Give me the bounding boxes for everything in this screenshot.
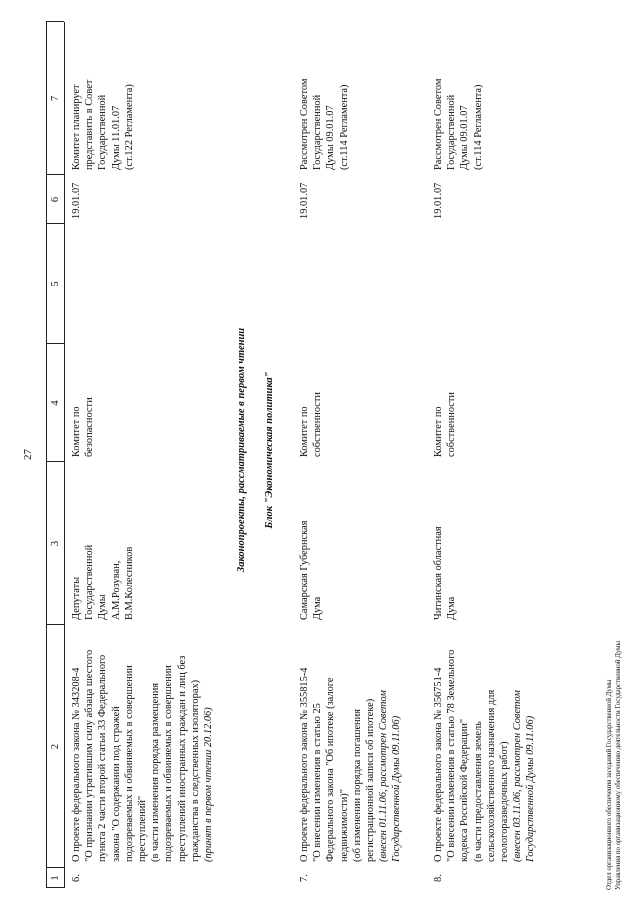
bill-line: недвижимости)" — [338, 789, 350, 862]
bill-description — [70, 650, 215, 862]
committee-line: собственности — [312, 392, 324, 457]
bill-line: О проекте федерального закона № 343208-4 — [71, 667, 82, 862]
bill-line: регистрационной записи об ипотеке) — [365, 698, 377, 862]
bill-line: (в части предоставления земель — [472, 721, 484, 862]
note-line: (ст.114 Регламента) — [338, 84, 350, 170]
bill-status-line: (внесен 03.11.06, рассмотрен Советом — [512, 690, 524, 862]
committee-line: Комитет по — [433, 406, 444, 457]
author-line: Думы — [97, 594, 109, 620]
bill-author — [70, 545, 136, 620]
note-line: Думы 09.01.07 — [459, 105, 471, 170]
bill-line: кодекса Российской Федерации" — [459, 718, 471, 862]
bill-line: пункта 2 части второй статьи 33 Федерального — [97, 654, 109, 862]
author-line: Читинская областная — [433, 526, 444, 620]
author-line: А.М.Розуван, — [110, 560, 122, 620]
bill-status-line: (внесен 01.11.06, рассмотрен Советом — [378, 690, 390, 862]
bill-description — [298, 668, 404, 862]
note-line: Рассмотрен Советом — [299, 78, 310, 170]
bill-author — [298, 521, 324, 620]
bill-line: О проекте федерального закона № 356751-4 — [433, 667, 444, 862]
bill-line: "О признании утратившим силу абзаца шестого — [84, 649, 96, 862]
bill-line: преступлений иностранных граждан и лиц без — [176, 655, 188, 862]
row-number: 8. — [433, 874, 444, 882]
consideration-date: 19.01.07 — [71, 182, 82, 219]
committee-line: Комитет по — [71, 406, 82, 457]
committee-line: собственности — [446, 392, 458, 457]
bill-status-line: Государственной Думы 09.11.06) — [391, 715, 403, 862]
header-bottom-border — [64, 22, 65, 888]
author-line: Дума — [446, 596, 458, 620]
row-note — [70, 80, 136, 170]
row-note — [298, 79, 351, 170]
bill-line: подозреваемых и обвиняемых в совершении — [163, 665, 175, 862]
bill-author — [432, 526, 458, 620]
bill-description — [432, 650, 538, 862]
bill-line: сельскохозяйственного назначения для — [485, 689, 497, 862]
bill-line: преступлений" — [137, 795, 149, 862]
bill-status-line: Государственной Думы 09.11.06) — [525, 715, 537, 862]
note-line: Государственной — [312, 94, 324, 170]
col-header-5: 5 — [50, 281, 61, 287]
responsible-committee — [432, 392, 458, 457]
note-line: Комитет планирует — [71, 84, 82, 170]
author-line: В.М.Колесников — [123, 546, 135, 620]
bill-status-line: (принят в первом чтении 20.12.06) — [203, 707, 215, 862]
footer-line: Отдел организационного обеспечения заседаний Государственной Думы — [606, 679, 613, 890]
bill-line: гражданства в следственных изоляторах) — [189, 679, 201, 862]
col-header-6: 6 — [50, 196, 61, 203]
consideration-date: 19.01.07 — [299, 182, 310, 219]
bill-line: подозреваемых и обвиняемых в совершении — [123, 665, 135, 862]
note-line: Государственной — [446, 94, 458, 170]
committee-line: Комитет по — [299, 406, 310, 457]
col-header-7: 7 — [50, 95, 61, 102]
page-number: 27 — [22, 449, 34, 460]
col-header-4: 4 — [50, 400, 61, 406]
note-line: (ст.122 Регламента) — [123, 84, 135, 170]
bill-line: геологоразведочных работ) — [499, 741, 511, 862]
bill-line: "О внесении изменения в статью 78 Земельного — [446, 649, 458, 862]
author-line: Депутаты — [71, 576, 82, 620]
responsible-committee — [70, 397, 96, 457]
col-header-2: 2 — [50, 743, 61, 750]
row-note — [432, 79, 485, 170]
consideration-date: 19.01.07 — [433, 182, 444, 219]
note-line: Рассмотрен Советом — [433, 78, 444, 170]
committee-line: безопасности — [84, 397, 96, 457]
note-line: (ст.114 Регламента) — [472, 84, 484, 170]
author-line: Дума — [312, 596, 324, 620]
note-line: Думы 09.01.07 — [325, 105, 337, 170]
col-header-1: 1 — [50, 875, 61, 881]
bill-line: (об изменении порядка погашения — [351, 709, 363, 862]
row-number: 6. — [71, 874, 82, 882]
note-line: представить в Совет — [84, 79, 96, 170]
bill-line: закона "О содержании под стражей — [110, 706, 122, 862]
row-number: 7. — [299, 874, 310, 882]
block-title: Блок "Экономическая политика" — [264, 371, 275, 529]
col-header-3: 3 — [50, 540, 61, 547]
bill-line: Федерального закона "Об ипотеке (залоге — [325, 677, 337, 862]
author-line: Государственной — [84, 544, 96, 620]
section-title: Законопроекты, рассматриваемые в первом чтении — [236, 327, 247, 573]
bill-line: О проекте федерального закона № 355815-4 — [299, 667, 310, 862]
note-line: Думы 11.01.07 — [110, 105, 122, 170]
responsible-committee — [298, 392, 324, 457]
author-line: Самарская Губернская — [299, 520, 310, 620]
bill-line: (в части изменения порядка размещения — [150, 682, 162, 862]
bill-line: "О внесении изменения в статью 25 — [312, 703, 324, 862]
header-top-border — [46, 22, 47, 888]
note-line: Государственной — [97, 94, 109, 170]
footer-line: Управления по организационному обеспечению деятельности Государственной Думы — [615, 640, 622, 890]
